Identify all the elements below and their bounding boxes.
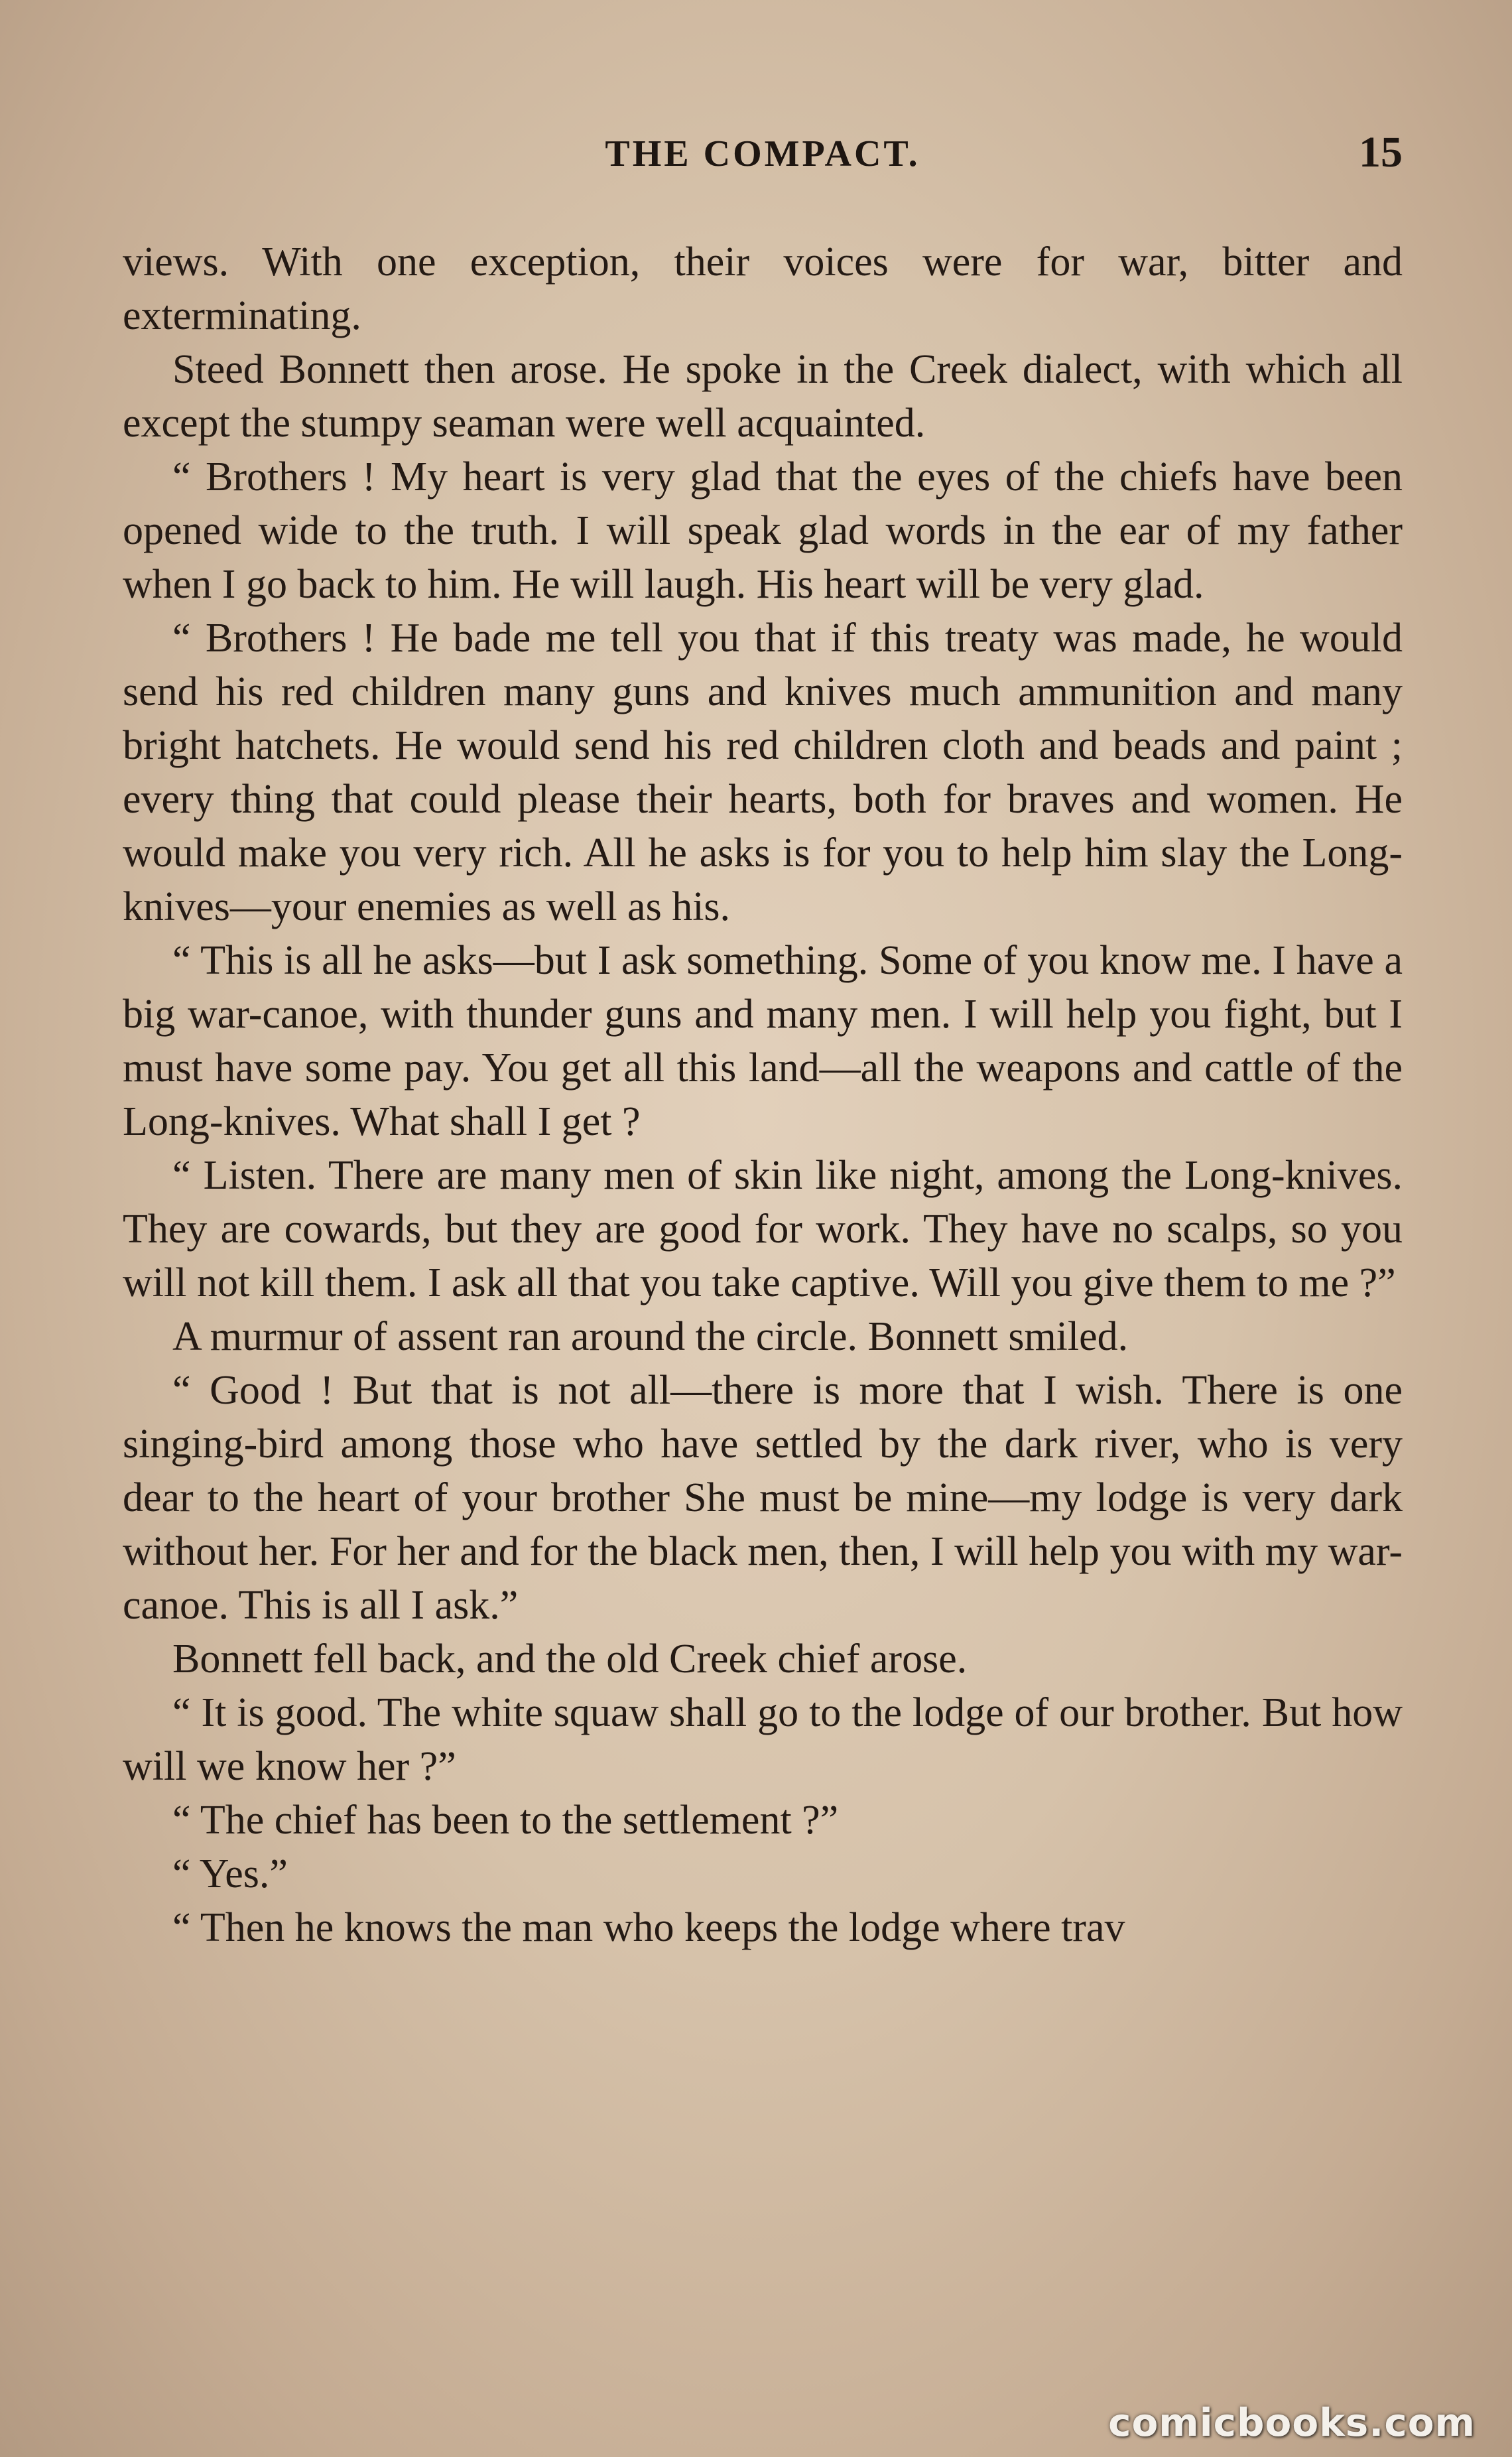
paragraph: “ Brothers ! My heart is very glad that the eyes of the chiefs have been opened wide to the truth. I will speak glad words in the ear of my father when I go back to him. He will laugh. His heart will be very glad. xyxy=(123,454,1403,607)
running-title: THE COMPACT. xyxy=(605,133,920,174)
paragraph: “ This is all he asks—but I ask something. Some of you know me. I have a big war-canoe, with thunder guns and many men. I will help you fight, but I must have some pay. You get all this land—all the weapons and cattle of the Long-knives. What shall I get ? xyxy=(123,938,1403,1144)
page-number: 15 xyxy=(1359,128,1403,176)
paragraph: “ The chief has been to the settlement ?” xyxy=(172,1798,839,1843)
paragraph: “ Yes.” xyxy=(172,1851,288,1896)
paragraph: “ It is good. The white squaw shall go to the lodge of our brother. But how will we know her ?” xyxy=(123,1690,1403,1789)
watermark-link[interactable]: comicbooks.com xyxy=(1108,2400,1476,2445)
paragraph: views. With one exception, their voices were for war, bitter and exterminating. xyxy=(123,239,1403,338)
body-text xyxy=(123,235,1403,1955)
page-header xyxy=(123,128,1403,192)
paragraph: Steed Bonnett then arose. He spoke in the Creek dialect, with which all except the stumpy seaman were well acquainted. xyxy=(123,347,1403,446)
paragraph: “ Listen. There are many men of skin like night, among the Long-knives. They are cowards, but they are good for work. They have no scalps, so you will not kill them. I ask all that you take captive. Will you give them to me ?” xyxy=(123,1153,1403,1305)
paragraph: “ Good ! But that is not all—there is more that I wish. There is one singing-bird among those who have settled by the dark river, who is very dear to the heart of your brother She must be mine—my lodge is very dark without her. For her and for the black men, then, I will help you with my war-canoe. This is all I ask.” xyxy=(123,1368,1403,1628)
paragraph: “ Then he knows the man who keeps the lodge where trav xyxy=(172,1905,1125,1950)
paragraph: A murmur of assent ran around the circle. Bonnett smiled. xyxy=(172,1314,1129,1359)
paragraph: Bonnett fell back, and the old Creek chief arose. xyxy=(172,1636,968,1682)
paragraph: “ Brothers ! He bade me tell you that if this treaty was made, he would send his red children many guns and knives much ammunition and many bright hatchets. He would send his red children cloth and beads and paint ; every thing that could please their hearts, both for braves and women. He would make you very rich. All he asks is for you to help him slay the Long-knives—your enemies as well as his. xyxy=(123,616,1403,929)
